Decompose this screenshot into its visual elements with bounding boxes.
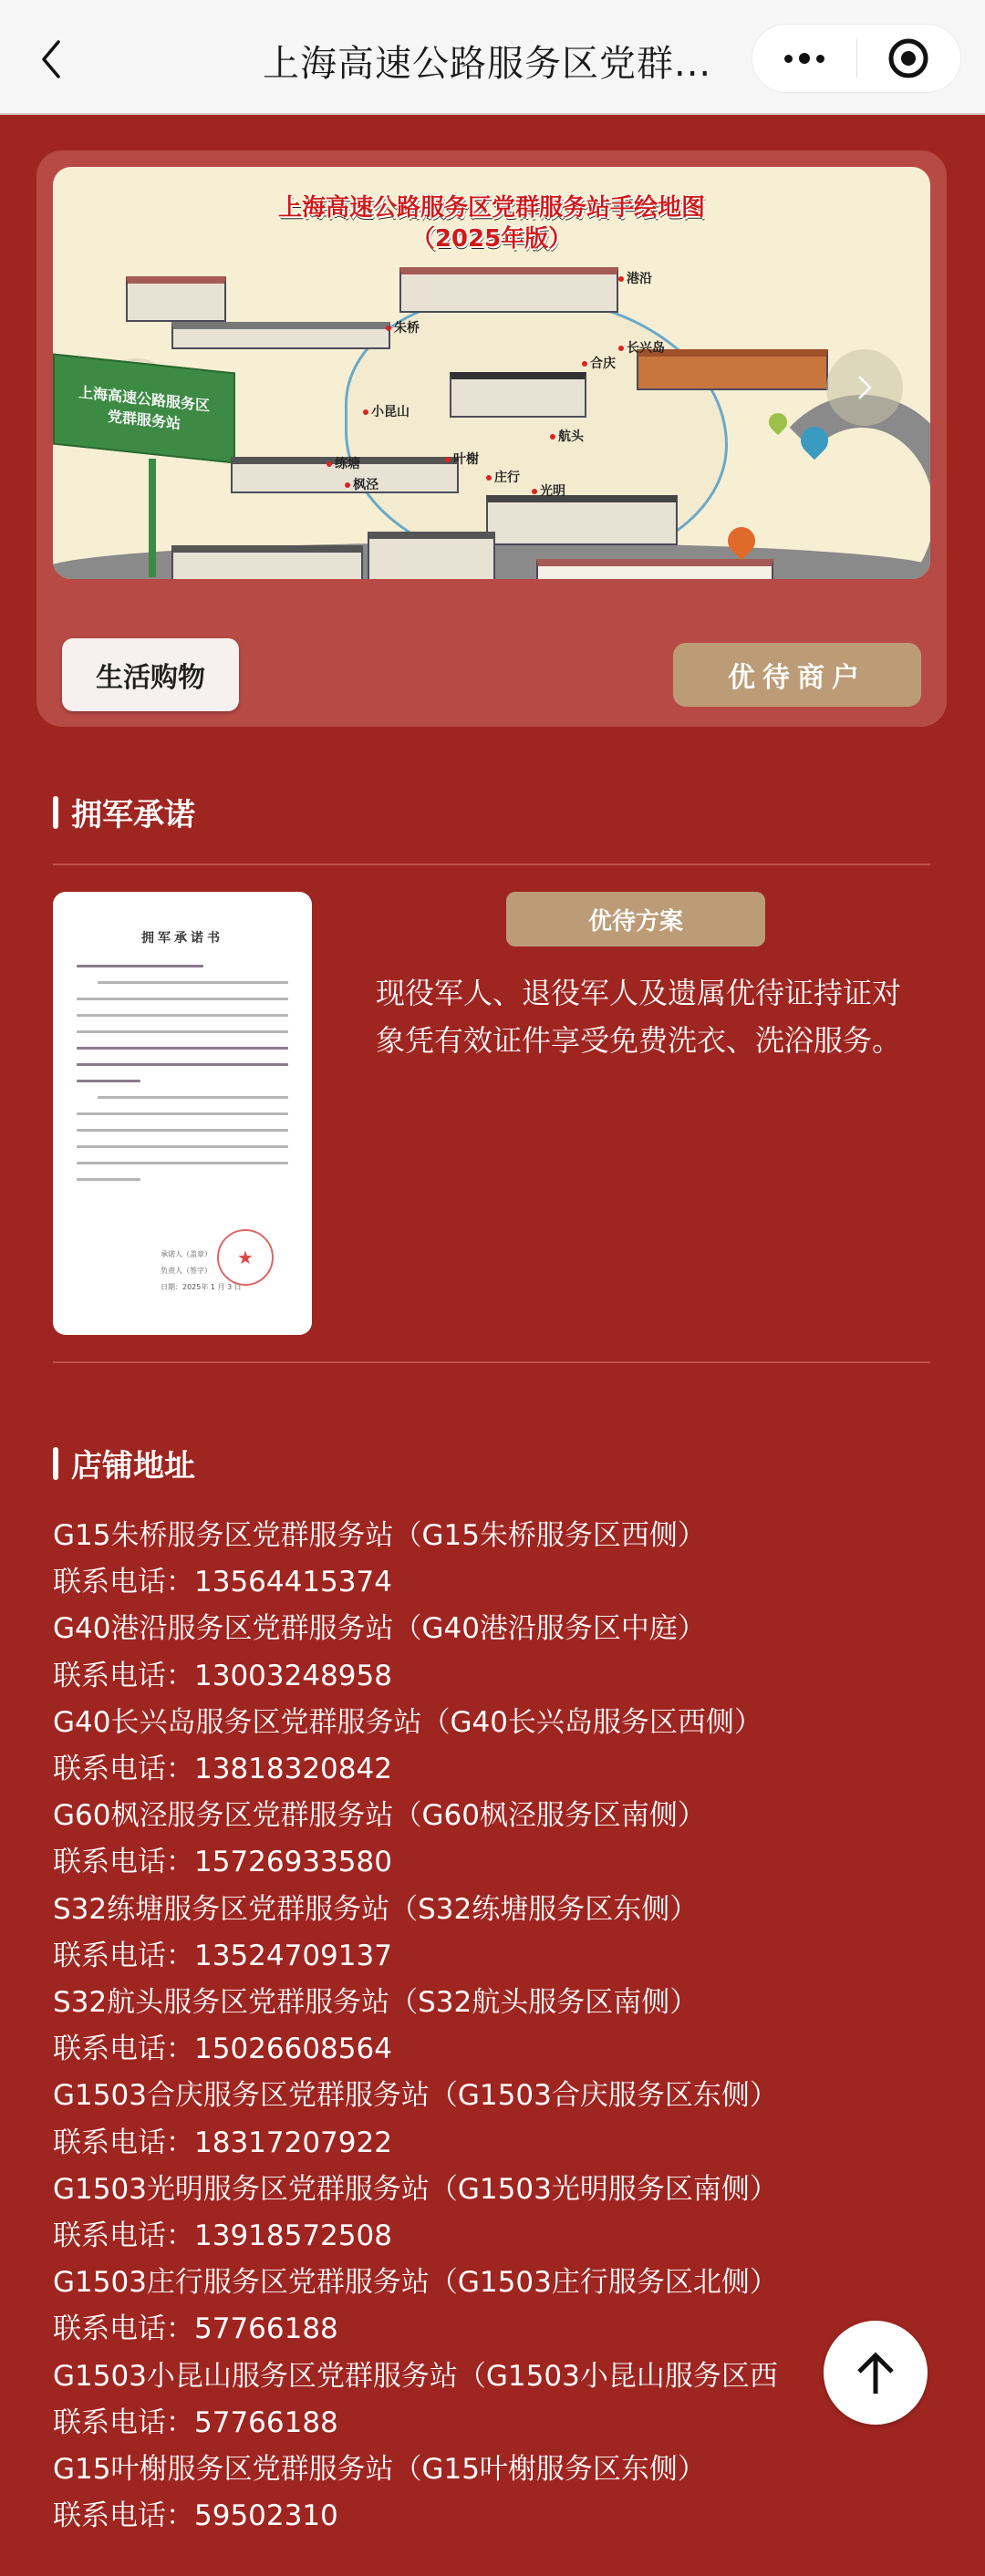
station-label: 合庆 — [582, 354, 616, 372]
map-card — [36, 150, 947, 727]
doc-line — [77, 1014, 288, 1017]
navbar — [0, 0, 985, 115]
doc-line — [77, 1080, 140, 1082]
station-label: 庄行 — [486, 468, 520, 486]
building-illustration — [368, 532, 495, 579]
section-header-store — [53, 1441, 195, 1485]
store-phone[interactable]: 联系电话：13818320842 — [53, 1753, 392, 1786]
doc-line — [77, 1145, 288, 1148]
store-phone[interactable]: 联系电话：57766188 — [53, 2312, 338, 2346]
doc-signature-line: 承诺人（盖章） — [161, 1250, 212, 1258]
station-label: 小昆山 — [363, 402, 410, 420]
chevron-right-icon — [856, 374, 873, 401]
chevron-left-icon — [40, 39, 62, 79]
doc-line — [77, 1178, 140, 1181]
store-phone[interactable]: 联系电话：15026608564 — [53, 2033, 392, 2066]
store-list — [53, 1513, 947, 2540]
red-seal-stamp: ★ — [217, 1229, 274, 1286]
map-road-sign — [53, 353, 235, 463]
close-button[interactable] — [857, 25, 961, 92]
more-dots-icon — [784, 55, 793, 63]
doc-line — [77, 1030, 288, 1033]
doc-line — [98, 1096, 288, 1099]
store-name: S32练塘服务区党群服务站（S32练塘服务区东侧） — [53, 1892, 699, 1926]
plan-description: 现役军人、退役军人及遗属优待证持证对象凭有效证件享受免费洗衣、洗浴服务。 — [376, 976, 902, 1058]
building-illustration — [450, 372, 586, 418]
station-label: 光明 — [532, 481, 565, 500]
sign-line1: 上海高速公路服务区 — [78, 383, 210, 415]
building-illustration — [171, 322, 390, 349]
building-illustration — [171, 545, 363, 579]
store-phone[interactable]: 联系电话：59502310 — [53, 2499, 338, 2533]
store-name: G15朱桥服务区党群服务站（G15朱桥服务区西侧） — [53, 1519, 706, 1552]
plan-badge: 优待方案 — [506, 892, 765, 947]
map-title-line1: 上海高速公路服务区党群服务站手绘地图 — [277, 194, 705, 222]
building-illustration — [126, 276, 226, 322]
doc-signature-line: 负责人（签字） — [161, 1267, 212, 1275]
building-illustration — [399, 267, 618, 313]
doc-line — [77, 965, 203, 967]
store-phone[interactable]: 联系电话：18317207922 — [53, 2126, 392, 2159]
promise-document-image[interactable] — [53, 892, 312, 1335]
doc-line — [77, 1129, 288, 1132]
preferential-merchant-button[interactable]: 优待商户 — [673, 643, 921, 707]
divider — [53, 1361, 930, 1363]
store-name: G1503光明服务区党群服务站（G1503光明服务区南侧） — [53, 2172, 778, 2206]
building-illustration — [486, 495, 678, 545]
carousel-next-button[interactable] — [826, 349, 903, 426]
store-name: G40长兴岛服务区党群服务站（G40长兴岛服务区西侧） — [53, 1705, 762, 1739]
doc-line — [77, 1063, 288, 1066]
life-shopping-button[interactable]: 生活购物 — [62, 638, 239, 711]
back-button[interactable] — [33, 36, 69, 82]
station-label: 朱桥 — [386, 318, 420, 336]
station-label: 航头 — [550, 427, 584, 445]
document-title: 拥军承诺书 — [141, 931, 223, 946]
hand-drawn-map-banner[interactable] — [53, 167, 930, 579]
more-dot — [816, 55, 824, 63]
back-to-top-button[interactable] — [824, 2321, 928, 2425]
store-name: G15叶榭服务区党群服务站（G15叶榭服务区东侧） — [53, 2453, 706, 2487]
store-name: G1503庄行服务区党群服务站（G1503庄行服务区北侧） — [53, 2266, 778, 2300]
doc-line — [98, 981, 288, 984]
section-bar — [53, 796, 58, 829]
store-phone[interactable]: 联系电话：15726933580 — [53, 1846, 392, 1879]
doc-line — [77, 1047, 288, 1050]
more-button[interactable] — [752, 25, 856, 92]
doc-line — [77, 998, 288, 1000]
store-phone[interactable]: 联系电话：57766188 — [53, 2405, 338, 2439]
store-phone[interactable]: 联系电话：13003248958 — [53, 1659, 392, 1692]
store-phone[interactable]: 联系电话：13564415374 — [53, 1566, 392, 1599]
doc-line — [77, 1112, 288, 1115]
map-title — [53, 192, 930, 254]
store-name: G40港沿服务区党群服务站（G40港沿服务区中庭） — [53, 1612, 706, 1646]
store-phone[interactable]: 联系电话：13918572508 — [53, 2219, 392, 2253]
section-title: 拥军承诺 — [71, 797, 195, 833]
store-name: G60枫泾服务区党群服务站（G60枫泾服务区南侧） — [53, 1799, 706, 1833]
more-dot — [799, 53, 810, 64]
station-label: 练塘 — [327, 454, 360, 472]
building-illustration — [536, 559, 773, 579]
sign-pole — [149, 459, 156, 577]
divider — [53, 864, 930, 865]
doc-line — [77, 1162, 288, 1164]
store-name: S32航头服务区党群服务站（S32航头服务区南侧） — [53, 1986, 699, 2020]
target-close-icon — [887, 37, 929, 79]
section-header-promise — [53, 790, 195, 834]
station-label: 枫泾 — [345, 475, 378, 493]
store-phone[interactable]: 联系电话：13524709137 — [53, 1939, 392, 1972]
doc-signature-line: 日期：2025年 1 月 3 日 — [161, 1283, 242, 1291]
arrow-up-icon — [855, 2350, 897, 2395]
page-title: 上海高速公路服务区党群... — [263, 43, 712, 85]
map-title-line2: （2025年版） — [410, 225, 573, 253]
section-bar — [53, 1447, 58, 1480]
station-label: 叶榭 — [445, 450, 479, 468]
station-label: 长兴岛 — [618, 338, 665, 357]
sign-line2: 党群服务站 — [107, 407, 181, 433]
station-label: 港沿 — [618, 269, 652, 287]
building-illustration — [637, 349, 828, 390]
store-name: G1503小昆山服务区党群服务站（G1503小昆山服务区西 — [53, 2359, 778, 2393]
store-name: G1503合庆服务区党群服务站（G1503合庆服务区东侧） — [53, 2079, 778, 2113]
mini-program-capsule — [752, 24, 961, 93]
section-title: 店铺地址 — [71, 1448, 195, 1485]
